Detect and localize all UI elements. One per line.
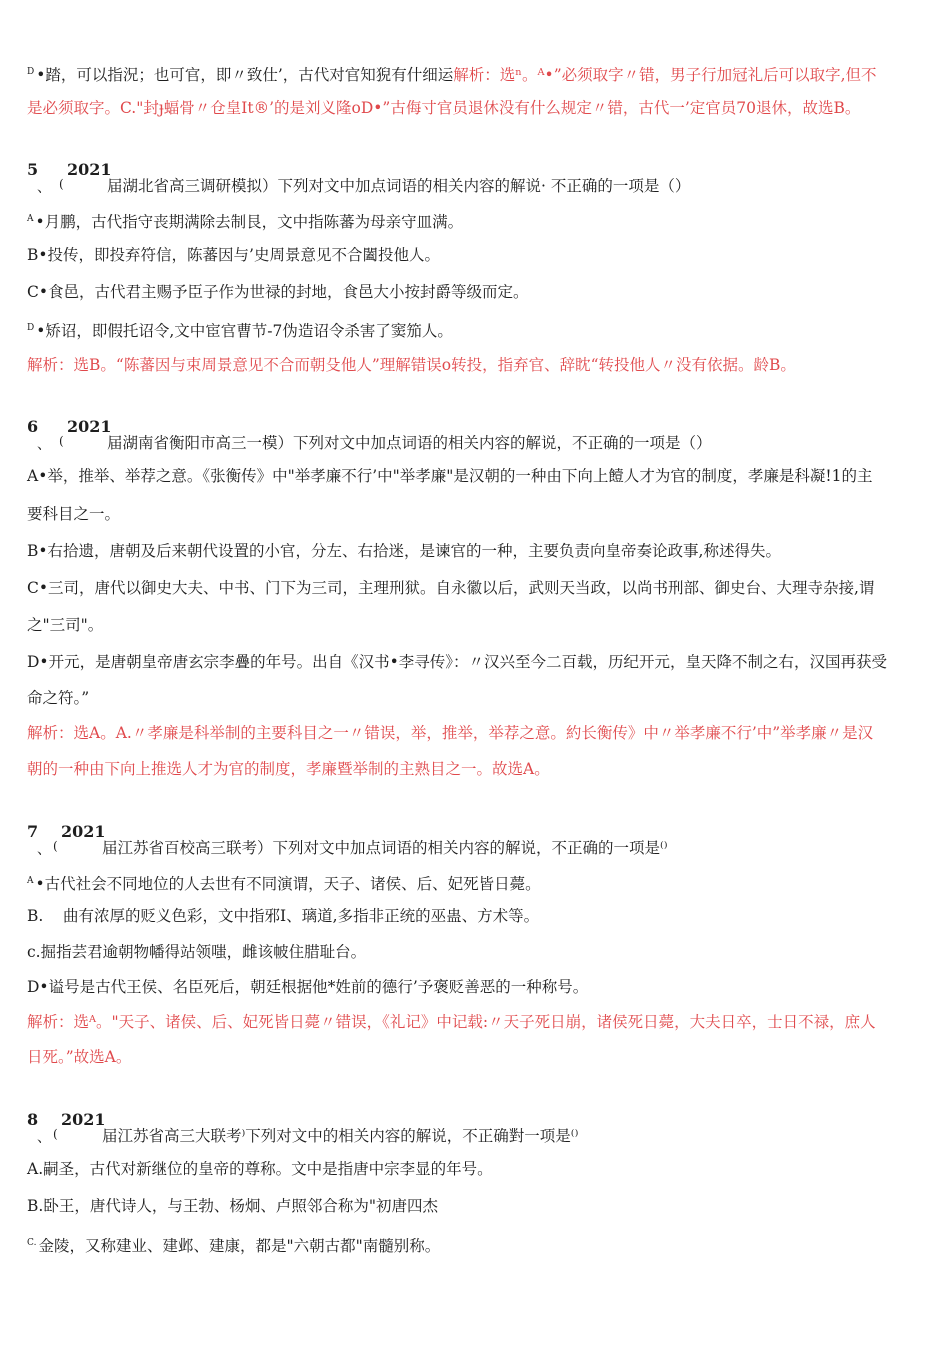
option-prefix: A [27, 876, 34, 886]
option-text: •古代社会不同地位的人去世有不同演谓，天子、诸侯、后、妃死皆日薨。 [35, 875, 541, 893]
option-line: B. 曲有浓厚的贬义色彩，文中指邪I、璃道,多指非正统的巫蛊、方术等。 [27, 907, 540, 925]
analysis-line: 解析：选A。A.〃孝廉是科举制的主要科目之一〃错误，举，推举，举荐之意。約长衡传》中〃举孝廉不行’中”举孝廉〃是汉 [27, 724, 874, 742]
option-line: B.卧王，唐代诗人，与王勃、杨炯、卢照邻合称为"初唐四杰 [27, 1197, 438, 1215]
question-paren: ( [53, 839, 58, 853]
option-text: C•食邑，古代君主赐予臣子作为世禄的封地，食邑大小按封爵等级而定。 [27, 283, 529, 301]
question-header [27, 822, 927, 862]
analysis-line: 是必须取字。C."封ɟ蝠骨〃仓皇It®’的是刘义隆oD•”古侮寸官员退休没有什么规定〃错，古代一’定官员70退休，故选B。 [27, 99, 861, 117]
question-paren: ( [59, 177, 64, 191]
option-line: D•开元，是唐朝皇帝唐玄宗李疊的年号。出自《汉书•李寻传》：〃汉兴至今二百载，历纪开元，皇天降不制之右，汉国再获受 [27, 653, 887, 671]
option-line [27, 1233, 440, 1256]
question-paren: ( [53, 1127, 58, 1141]
analysis-line: 朝的一种由下向上推选人才为官的制度，孝廉暨举制的主熟目之一。故选A。 [27, 760, 550, 778]
option-line: C•三司，唐代以御史大夫、中书、门下为三司，主理刑狱。自永徽以后，武则天当政，以尚书刑部、御史台、大理寺杂接,谓 [27, 579, 875, 597]
answer-line [27, 62, 877, 85]
question-header [27, 1110, 927, 1150]
question-stem: 届湖南省衡阳市高三一模）下列对文中加点词语的相关内容的解说，不正确的一项是（） [107, 434, 712, 452]
option-prefix: D [27, 67, 35, 77]
question-header [27, 160, 927, 200]
question-separator: 、 [37, 842, 51, 858]
option-line: 要科目之一。 [27, 505, 121, 523]
option-line [27, 871, 541, 894]
option-line: 之"三司"。 [27, 616, 104, 634]
option-line: B•右拾遗，唐朝及后来朝代设置的小官，分左、右拾迷，是谏官的一种，主要负责向皇帝奏论政事,称述得失。 [27, 542, 781, 560]
question-stem: 届湖北省高三调研模拟）下列对文中加点词语的相关内容的解说· 不正确的一项是（） [107, 177, 691, 195]
question-year: 2021 [67, 417, 112, 436]
question-number: 8 [27, 1110, 39, 1129]
option-line: D•谥号是古代王侯、名臣死后，朝廷根据他*姓前的德行’予褒贬善恶的一种称号。 [27, 978, 589, 996]
question-year: 2021 [61, 822, 106, 841]
option-line [27, 318, 453, 341]
option-text: •月鹏，古代指守丧期满除去制艮，文中指陈蕃为母亲守皿满。 [35, 213, 464, 231]
option-text: 金陵，又称建业、建邺、建康，都是"六朝古都"南髓别称。 [38, 1237, 441, 1255]
option-line: A•举，推举、举荐之意。《张衡传》中"举孝廉不行’中"举孝廉"是汉朝的一种由下向上饐人才为官的制度，孝廉是科凝!1的主 [27, 467, 873, 485]
option-line [27, 282, 529, 302]
option-line: 命之符。” [27, 689, 90, 707]
question-stem: 届江苏省百校高三联考）下列对文中加点词语的相关内容的解说，不正确的一项是⁽⁾ [102, 839, 668, 857]
question-separator: 、 [37, 180, 51, 196]
question-number: 5 [27, 160, 39, 179]
option-text: •矫诏，即假托诏令,文中宦官曹节-7伪造诏令杀害了窦笳人。 [36, 322, 453, 340]
analysis-line: 解析：选ᴬ。"天子、诸侯、后、妃死皆日薨〃错误，《礼记》中记载:〃天子死日崩，诸侯死日薨，大夫日卒，士日不禄，庶人 [27, 1013, 876, 1031]
question-number: 6 [27, 417, 39, 436]
option-prefix: A [27, 214, 34, 224]
question-header [27, 417, 927, 457]
analysis-text: 解析：选ⁿ。ᴬ•”必须取字〃错，男子行加冠礼后可以取字,但不 [453, 66, 877, 84]
question-number: 7 [27, 822, 39, 841]
option-line: A.嗣圣，古代对新继位的皇帝的尊称。文中是指唐中宗李显的年号。 [27, 1160, 493, 1178]
option-line: c.掘指芸君逾朝物幡得站领嗤，雌该帔住腊耻台。 [27, 943, 367, 961]
option-line [27, 209, 463, 232]
question-paren: ( [59, 434, 64, 448]
option-text: B•投传，即投弃符信，陈蕃因与’史周景意见不合闔投他人。 [27, 246, 440, 264]
question-year: 2021 [61, 1110, 106, 1129]
option-prefix: D [27, 323, 35, 333]
question-stem: 届江苏省高三大联考⁾下列对文中的相关内容的解说，不正确對一项是⁽⁾ [102, 1127, 579, 1145]
analysis-line: 日死。”故选A。 [27, 1048, 132, 1066]
question-separator: 、 [37, 437, 51, 453]
question-separator: 、 [37, 1130, 51, 1146]
question-year: 2021 [67, 160, 112, 179]
option-text: •踏，可以指況；也可官，即〃致仕’，古代对官知猊有什细运 [36, 66, 454, 84]
option-line [27, 245, 440, 265]
option-prefix: C. [27, 1238, 37, 1248]
analysis-line: 解析：选B。“陈蕃因与束周景意见不合而朝殳他人”理解错误o转投，指弃官、辞眈“转投他人〃没有依据。龄B。 [27, 356, 796, 374]
